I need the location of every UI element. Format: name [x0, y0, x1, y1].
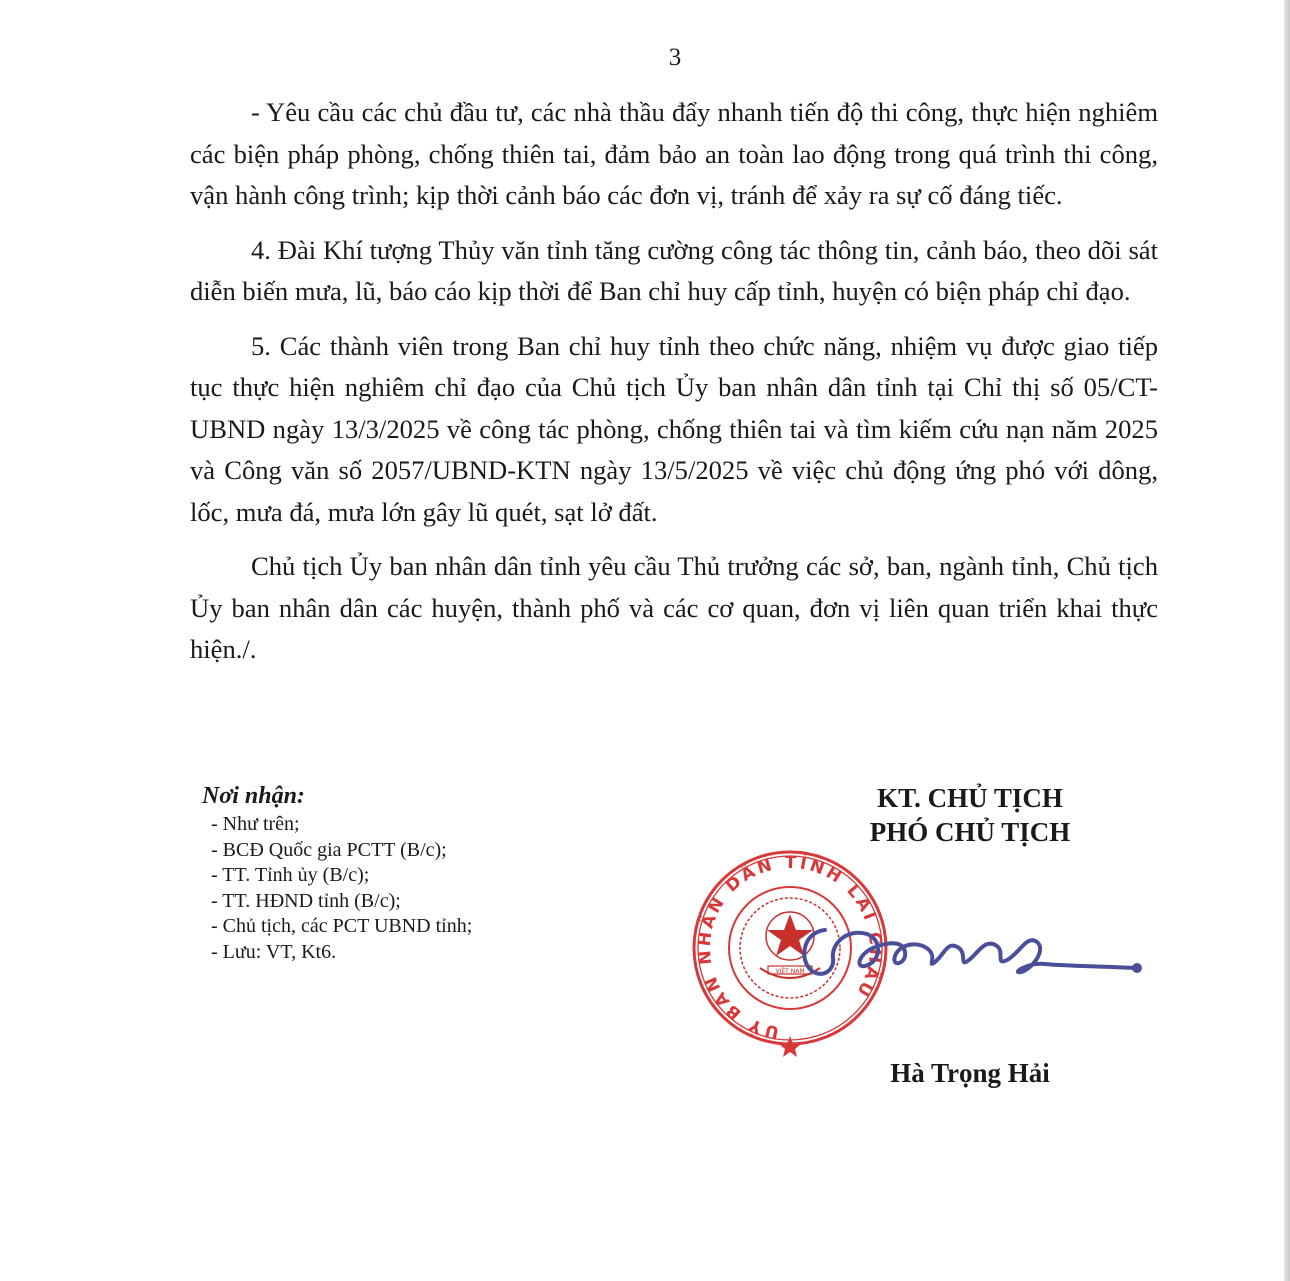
paragraph-item-4: 4. Đài Khí tượng Thủy văn tỉnh tăng cường công tác thông tin, cảnh báo, theo dõi sát diễn biến mưa, lũ, báo cáo kịp thời để Ban chỉ huy cấp tỉnh, huyện có biện pháp chỉ đạo.: [190, 234, 1158, 306]
recipient-item: - Như trên;: [211, 813, 300, 835]
signatory-role-line2: PHÓ CHỦ TỊCH: [869, 817, 1071, 847]
recipient-item: - Lưu: VT, Kt6.: [211, 940, 337, 963]
recipient-item: - TT. HĐND tỉnh (B/c);: [211, 889, 401, 912]
seal-text: UỶ BAN NHÂN DÂN TỈNH LAI CHÂU: [694, 852, 886, 1043]
page-number: 3: [668, 44, 682, 71]
recipient-item: - TT. Tỉnh ủy (B/c);: [211, 864, 370, 886]
recipients-list: [202, 812, 622, 965]
paragraph-closing: Chủ tịch Ủy ban nhân dân tỉnh yêu cầu Thủ trưởng các sở, ban, ngành tỉnh, Chủ tịch Ủy ban nhân dân các huyện, thành phố và các cơ quan, đơn vị liên quan triển khai thực hiện./.: [190, 551, 1158, 664]
handwritten-signature-icon: [795, 900, 1155, 1000]
signatory-name: Hà Trọng Hải: [890, 1058, 1050, 1088]
paragraph-contractors: - Yêu cầu các chủ đầu tư, các nhà thầu đẩy nhanh tiến độ thi công, thực hiện nghiêm các biện pháp phòng, chống thiên tai, đảm bảo an toàn lao động trong quá trình thi công, vận hành công trình; kịp thời cảnh báo các đơn vị, tránh để xảy ra sự cố đáng tiếc.: [190, 97, 1158, 210]
paragraph-item-5: 5. Các thành viên trong Ban chỉ huy tỉnh theo chức năng, nhiệm vụ được giao tiếp tục thực hiện nghiêm chỉ đạo của Chủ tịch Ủy ban nhân dân tỉnh tại Chỉ thị số 05/CT-UBND ngày 13/3/2025 về công tác phòng, chống thiên tai và tìm kiếm cứu nạn năm 2025 và Công văn số 2057/UBND-KTN ngày 13/5/2025 về việc chủ động ứng phó với dông, lốc, mưa đá, mưa lớn gây lũ quét, sạt lở đất.: [190, 330, 1158, 527]
document-body: [190, 92, 1158, 684]
recipients-title: Nơi nhận:: [202, 783, 305, 809]
recipient-item: - Chủ tịch, các PCT UBND tỉnh;: [211, 915, 473, 937]
recipient-item: - BCĐ Quốc gia PCTT (B/c);: [211, 838, 447, 861]
page-edge-shadow: [1284, 0, 1290, 1281]
recipients-block: [202, 780, 622, 965]
seal-center-text: VIỆT NAM: [775, 968, 805, 975]
signatory-role-line1: KT. CHỦ TỊCH: [877, 783, 1063, 813]
